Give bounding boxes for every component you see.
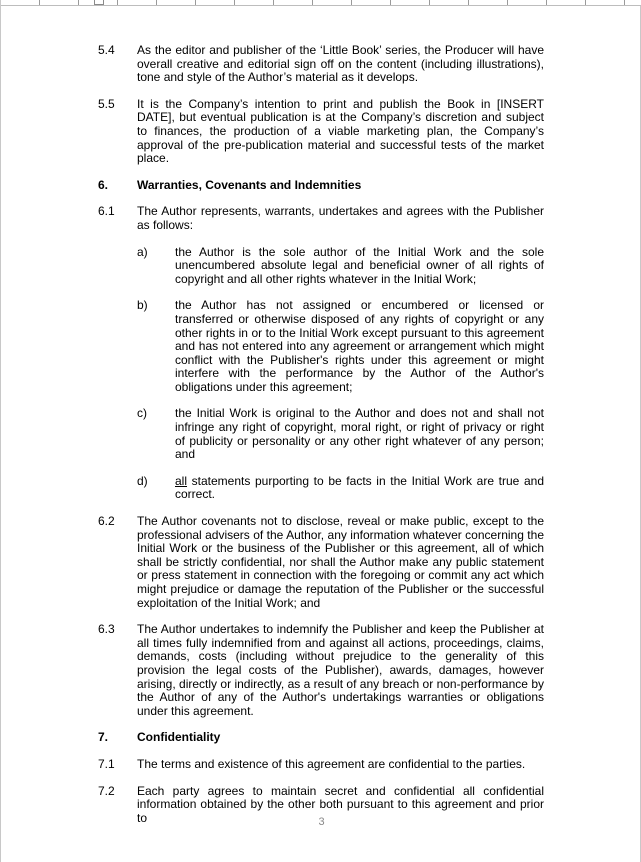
section-heading-6 bbox=[98, 179, 544, 193]
subclause-text-rest: statements purporting to be facts in the Initial Work are true and correct. bbox=[175, 473, 544, 502]
clause-7-1 bbox=[98, 758, 544, 772]
subclause-text: the Initial Work is original to the Author and does not and shall not infringe any right of copyright, moral right, or right of privacy or right of publicity or personality or any other right whatever of any person; and bbox=[175, 406, 544, 462]
clause-number: 5.5 bbox=[98, 96, 115, 111]
clause-5-5 bbox=[98, 98, 544, 166]
section-title: Warranties, Covenants and Indemnities bbox=[137, 177, 362, 192]
subclause-6-1-d bbox=[137, 475, 544, 502]
subclause-letter: d) bbox=[137, 473, 148, 488]
clause-text: The Author represents, warrants, undertakes and agrees with the Publisher as follows: bbox=[137, 204, 544, 232]
clause-number: 7.2 bbox=[98, 783, 115, 798]
clause-number: 6.2 bbox=[98, 514, 115, 529]
clause-6-2 bbox=[98, 515, 544, 610]
ruler-marker bbox=[94, 0, 104, 5]
clause-number: 5.4 bbox=[98, 43, 115, 57]
document-body bbox=[98, 44, 544, 838]
section-number: 6. bbox=[98, 177, 109, 192]
clause-text: The Author undertakes to indemnify the Publisher and keep the Publisher at all times fully indemnified from and against all actions, proceedings, claims, demands, costs (including without prejudice to the generality of this provision the legal costs of the Publisher), awards, damages, however arising, directly or indirectly, as a result of any breach or non-performance by the Author of any of the Author's undertakings warranties or obligations under this agreement. bbox=[137, 622, 544, 718]
clause-6-3 bbox=[98, 623, 544, 718]
clause-number: 6.3 bbox=[98, 622, 115, 637]
subclause-6-1-b bbox=[137, 299, 544, 394]
subclause-letter: a) bbox=[137, 244, 148, 259]
clause-number: 7.1 bbox=[98, 756, 115, 771]
subclause-letter: c) bbox=[137, 406, 147, 421]
subclause-text: the Author is the sole author of the Initial Work and the sole unencumbered absolute legal and beneficial owner of all rights of copyright and all other rights whatever in the Initial Work; bbox=[175, 244, 544, 286]
subclause-text: the Author has not assigned or encumbered or licensed or transferred or otherwise disposed of any rights of copyright or any other rights in or to the Initial Work except pursuant to this agreement and has not entered into any agreement or arrangement which might conflict with the Publisher's rights under this agreement or might interfere with the performance by the Author of the Author's obligations under this agreement; bbox=[175, 298, 544, 394]
section-heading-7 bbox=[98, 731, 544, 745]
section-number: 7. bbox=[98, 730, 109, 745]
subclause-6-1-c bbox=[137, 407, 544, 461]
subclause-6-1-a bbox=[137, 246, 544, 287]
clause-text: As the editor and publisher of the ‘Little Book’ series, the Producer will have overall creative and editorial sign off on the content (including illustrations), tone and style of the Author’s material as it develops. bbox=[137, 43, 544, 85]
clause-6-1 bbox=[98, 205, 544, 232]
underlined-word: all bbox=[175, 473, 188, 488]
clause-text: The terms and existence of this agreement are confidential to the parties. bbox=[137, 756, 526, 771]
clause-number: 6.1 bbox=[98, 204, 115, 219]
page-number: 3 bbox=[318, 816, 325, 828]
subclause-letter: b) bbox=[137, 298, 148, 313]
section-title: Confidentiality bbox=[137, 730, 221, 745]
clause-text: It is the Company’s intention to print and publish the Book in [INSERT DATE], but eventual publication is at the Company’s discretion and subject to finances, the production of a viable marketing plan, the Company’s approval of the pre-publication material and successful tests of the market place. bbox=[137, 96, 544, 166]
clause-text: Each party agrees to maintain secret and confidential all confidential information obtained by the other both pursuant to this agreement and prior to bbox=[137, 783, 544, 825]
subclause-text bbox=[175, 475, 544, 502]
clause-text: The Author covenants not to disclose, reveal or make public, except to the professional advisers of the Author, any information whatever concerning the Initial Work or the business of the Publisher or this agreement, all of which shall be strictly confidential, nor shall the Author make any public statement or press statement in connection with the foregoing or commit any act which might prejudice or damage the reputation of the Publisher or the successful exploitation of the Initial Work; and bbox=[137, 514, 544, 610]
clause-5-4 bbox=[98, 44, 544, 85]
